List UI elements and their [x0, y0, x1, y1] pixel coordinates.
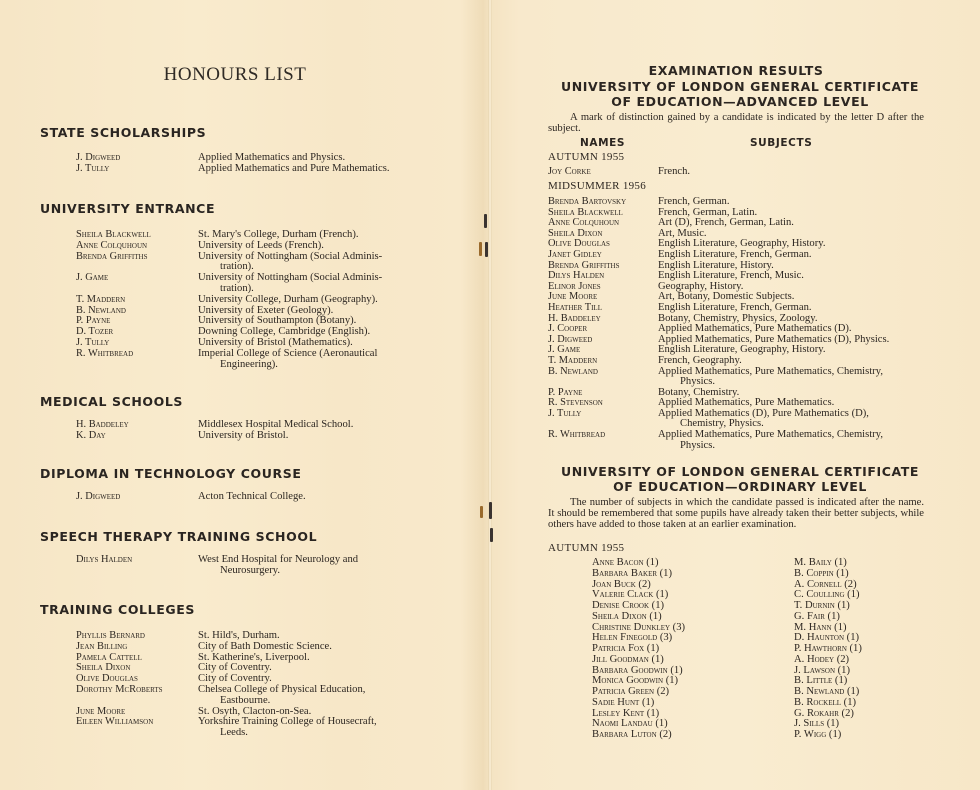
candidate-entry: B. Rockell (1): [794, 696, 857, 708]
ordinary-note-text: The number of subjects in which the candidate passed is indicated after the name. It should be remembered that some pupils have already taken their better subjects, while others have added to those taken at an earlier examination.: [548, 497, 924, 530]
entry-name: Dorothy McRoberts: [76, 683, 163, 695]
entry-name: Eileen Williamson: [76, 716, 154, 728]
entry-detail-continuation: Leeds.: [220, 727, 248, 739]
list-item: [76, 685, 436, 707]
subjects-continuation: Physics.: [680, 439, 716, 451]
section-heading-medical-schools: MEDICAL SCHOOLS: [40, 394, 184, 409]
entry-name: B. Newland: [76, 304, 126, 316]
list-item: [76, 273, 436, 295]
result-row: [548, 218, 930, 229]
entry-detail-text: University of Nottingham (Social Adminis-: [198, 250, 383, 262]
entry-detail-text: Acton Technical College.: [198, 491, 306, 502]
entry-name: J. Digweed: [76, 491, 121, 502]
staple-mark: [480, 506, 483, 518]
staple-mark: [485, 242, 488, 257]
entry-name: Phyllis Bernard: [76, 630, 145, 641]
candidate-name: Brenda Bartovsky: [548, 196, 627, 207]
candidate-entry: B. Newland (1): [794, 686, 860, 697]
candidate-entry: Joan Buck (2): [592, 578, 651, 590]
candidate-subjects: [658, 430, 930, 451]
subjects-text: French, German, Latin.: [658, 206, 758, 218]
candidate-entry: T. Durnin (1): [794, 600, 850, 611]
section-heading-diploma-technology: DIPLOMA IN TECHNOLOGY COURSE: [40, 466, 302, 481]
candidate-subjects: [658, 367, 930, 388]
entry-name: P. Payne: [76, 315, 111, 327]
entry-name: Jean Billing: [76, 640, 128, 652]
entry-detail-text: University of Nottingham (Social Adminis-: [198, 272, 383, 284]
exam-results-heading: EXAMINATION RESULTS: [648, 63, 824, 78]
advanced-note-text: A mark of distinction gained by a candidate is indicated by the letter D after the subject.: [548, 112, 924, 134]
entry-detail: [198, 717, 436, 739]
advanced-level-heading: [552, 80, 928, 109]
candidate-name: Dilys Halden: [548, 270, 605, 282]
subjects-text: English Literature, French, Music.: [658, 270, 804, 282]
entry-name: D. Tozer: [76, 326, 114, 338]
subjects-text: Applied Mathematics, Pure Mathematics (D), Physics.: [658, 333, 890, 345]
list-state-scholarships: [76, 153, 436, 175]
ordinary-title-line1: UNIVERSITY OF LONDON GENERAL CERTIFICATE: [560, 464, 920, 479]
subjects-text: Applied Mathematics (D), Pure Mathematics (D),: [658, 407, 869, 419]
candidate-name: J. Game: [548, 344, 581, 356]
candidate-name: B. Newland: [548, 365, 598, 377]
list-item: [76, 252, 436, 274]
candidate-entry: Sadie Hunt (1): [592, 696, 655, 708]
candidate-name: J. Tully: [548, 407, 582, 419]
subjects-text: Applied Mathematics, Pure Mathematics.: [658, 397, 835, 409]
candidate-entry: Christine Dunkley (3): [592, 621, 686, 633]
entry-detail-text: St. Hild's, Durham.: [198, 630, 280, 641]
entry-detail-text: University of Bristol (Mathematics).: [198, 336, 353, 348]
entry-name: T. Maddern: [76, 293, 126, 305]
subjects-text: Applied Mathematics, Pure Mathematics, Chemistry,: [658, 429, 883, 441]
entry-detail-text: Chelsea College of Physical Education,: [198, 683, 366, 695]
right-page-examination-results: [492, 0, 980, 790]
candidate-entry: Lesley Kent (1): [592, 707, 660, 719]
entry-name: June Moore: [76, 705, 126, 717]
entry-detail: [198, 492, 436, 503]
candidate-entry: A. Hodey (2): [794, 653, 850, 665]
entry-name: Sheila Dixon: [76, 662, 131, 674]
candidate-entry: A. Cornell (2): [794, 578, 857, 590]
candidate-entry: P. Hawthorn (1): [794, 643, 862, 654]
candidate-entry: G. Rokahr (2): [794, 707, 854, 719]
entry-detail-text: University of Exeter (Geology).: [198, 304, 334, 316]
result-row: [548, 430, 930, 451]
ordinary-list-column-1: [592, 558, 685, 741]
entry-detail-continuation: Engineering).: [220, 358, 278, 370]
subjects-text: English Literature, History.: [658, 259, 774, 271]
entry-detail: [198, 685, 436, 707]
entry-name: J. Digweed: [76, 152, 121, 163]
entry-detail: [198, 349, 436, 371]
advanced-note: [548, 112, 924, 134]
subjects-text: Botany, Chemistry, Physics, Zoology.: [658, 312, 818, 324]
entry-detail-text: Yorkshire Training College of Housecraft,: [198, 716, 377, 728]
subjects-text: English Literature, Geography, History.: [658, 238, 826, 250]
candidate-name: Olive Douglas: [548, 238, 610, 250]
section-heading-state-scholarships: STATE SCHOLARSHIPS: [40, 125, 207, 140]
entry-detail: [198, 555, 436, 577]
candidate-name: Sheila Blackwell: [548, 206, 623, 218]
candidate-entry: M. Hann (1): [794, 621, 847, 633]
list-medical-schools: [76, 420, 436, 442]
candidate-entry: Patricia Fox (1): [592, 643, 660, 654]
subjects-text: Applied Mathematics, Pure Mathematics (D).: [658, 323, 852, 335]
candidate-entry: J. Sills (1): [794, 718, 840, 730]
ordinary-note: [548, 497, 924, 530]
entry-detail-text: University of Bristol.: [198, 429, 289, 441]
staple-mark: [484, 214, 487, 228]
candidate-name: H. Baddeley: [548, 312, 601, 324]
entry-name: Sheila Blackwell: [76, 229, 151, 240]
subjects-text: English Literature, French, German.: [658, 248, 812, 260]
candidate-entry: B. Little (1): [794, 675, 848, 687]
subjects-text: English Literature, Geography, History.: [658, 344, 826, 356]
entry-detail-continuation: Eastbourne.: [220, 694, 271, 706]
subjects-text: Art, Botany, Domestic Subjects.: [658, 291, 795, 303]
entry-detail: [198, 273, 436, 295]
candidate-name: Heather Till: [548, 301, 602, 313]
candidate-name: Janet Gidley: [548, 248, 602, 260]
entry-name: J. Tully: [76, 162, 110, 174]
entry-name: Anne Colquhoun: [76, 239, 148, 251]
season-autumn-1955: AUTUMN 1955: [548, 151, 625, 163]
entry-name: J. Tully: [76, 336, 110, 348]
page-title: HONOURS LIST: [163, 64, 307, 85]
list-training-colleges: [76, 631, 436, 739]
candidate-entry: P. Wigg (1): [794, 729, 842, 740]
entry-detail-text: City of Bath Domestic Science.: [198, 640, 332, 652]
candidate-entry: Monica Goodwin (1): [592, 675, 679, 687]
entry-detail-continuation: tration).: [220, 261, 254, 273]
ordinary-title-line2: OF EDUCATION—ORDINARY LEVEL: [613, 478, 867, 494]
entry-detail-text: Applied Mathematics and Physics.: [198, 152, 346, 163]
left-page-honours-list: [0, 0, 488, 790]
entry-detail-text: Middlesex Hospital Medical School.: [198, 419, 354, 430]
list-item: [76, 555, 436, 577]
candidate-entry: D. Haunton (1): [794, 632, 860, 644]
candidate-entry: Barbara Goodwin (1): [592, 664, 683, 676]
candidate-entry: Barbara Luton (2): [592, 729, 672, 740]
candidate-entry: M. Baily (1): [794, 557, 847, 568]
list-item: [76, 349, 436, 371]
candidate-entry: Helen Finegold (3): [592, 632, 673, 644]
ordinary-list-column-2: [794, 558, 862, 741]
section-heading-university-entrance: UNIVERSITY ENTRANCE: [40, 201, 216, 216]
subjects-continuation: Physics.: [680, 376, 716, 388]
candidate-name: Joy Corke: [548, 166, 591, 177]
advanced-title-line2: OF EDUCATION—ADVANCED LEVEL: [611, 93, 869, 109]
entry-detail-text: Downing College, Cambridge (English).: [198, 326, 371, 338]
subjects-text: English Literature, French, German.: [658, 301, 812, 313]
list-speech-therapy: [76, 555, 436, 577]
candidate-name: J. Digweed: [548, 333, 593, 345]
entry-name: Brenda Griffiths: [76, 250, 148, 262]
candidate-entry: C. Coulling (1): [794, 589, 860, 601]
list-diploma-technology: [76, 492, 436, 503]
candidate-name: R. Stevenson: [548, 397, 603, 409]
season-autumn-1955-ordinary: AUTUMN 1955: [548, 542, 625, 554]
entry-detail-text: Applied Mathematics and Pure Mathematics.: [198, 162, 390, 174]
candidate-entry: B. Coppin (1): [794, 567, 849, 579]
section-heading-training-colleges: TRAINING COLLEGES: [40, 602, 195, 617]
entry-detail-text: West End Hospital for Neurology and: [198, 554, 359, 565]
candidate-name: T. Maddern: [548, 354, 598, 366]
entry-detail-text: St. Mary's College, Durham (French).: [198, 229, 359, 240]
subjects-text: French.: [658, 166, 691, 177]
advanced-midsummer-list: [548, 197, 930, 451]
candidate-name: Elinor Jones: [548, 280, 601, 292]
subjects-continuation: Chemistry, Physics.: [680, 418, 764, 430]
candidate-entry: Sheila Dixon (1): [592, 610, 662, 622]
candidate-entry: Anne Bacon (1): [592, 557, 659, 568]
candidate-name: Sheila Dixon: [548, 227, 603, 239]
subjects-text: French, German.: [658, 196, 730, 207]
entry-detail-text: Imperial College of Science (Aeronautical: [198, 347, 378, 359]
entry-detail-text: University College, Durham (Geography).: [198, 293, 378, 305]
section-heading-speech-therapy: SPEECH THERAPY TRAINING SCHOOL: [40, 529, 318, 544]
ordinary-level-heading: [552, 465, 928, 494]
subjects-text: Botany, Chemistry.: [658, 386, 740, 398]
entry-detail: [198, 431, 436, 442]
candidate-entry: Patricia Green (2): [592, 686, 670, 697]
entry-name: Dilys Halden: [76, 554, 133, 565]
result-row: [548, 167, 930, 178]
subjects-text: Geography, History.: [658, 280, 744, 292]
column-header-names: NAMES: [580, 137, 626, 149]
entry-detail-text: University of Southampton (Botany).: [198, 315, 357, 327]
entry-detail-text: City of Coventry.: [198, 673, 272, 685]
list-university-entrance: [76, 230, 436, 370]
result-row: [548, 409, 930, 430]
season-midsummer-1956: MIDSUMMER 1956: [548, 180, 647, 192]
list-item: [76, 431, 436, 442]
entry-detail-continuation: tration).: [220, 282, 254, 294]
candidate-entry: Barbara Baker (1): [592, 567, 673, 579]
entry-detail: [198, 252, 436, 274]
subjects-text: Applied Mathematics, Pure Mathematics, Chemistry,: [658, 365, 883, 377]
candidate-entry: Jill Goodman (1): [592, 653, 664, 665]
candidate-entry: Valerie Clack (1): [592, 589, 669, 601]
candidate-entry: G. Fair (1): [794, 610, 840, 622]
entry-detail: [198, 164, 436, 175]
subjects-text: Art, Music.: [658, 227, 707, 239]
entry-detail-text: St. Katherine's, Liverpool.: [198, 651, 310, 663]
advanced-autumn-list: [548, 167, 930, 178]
candidate-name: R. Whitbread: [548, 429, 606, 441]
candidate-name: J. Cooper: [548, 323, 588, 335]
entry-name: H. Baddeley: [76, 419, 129, 430]
entry-detail-text: City of Coventry.: [198, 662, 272, 674]
entry-name: J. Game: [76, 272, 109, 284]
advanced-title-line1: UNIVERSITY OF LONDON GENERAL CERTIFICATE: [560, 79, 920, 94]
candidate-entry: Denise Crook (1): [592, 600, 665, 611]
candidate-entry: J. Lawson (1): [794, 664, 850, 676]
candidate-subjects: [658, 167, 930, 178]
candidate-subjects: [658, 409, 930, 430]
column-header-subjects: SUBJECTS: [750, 137, 813, 149]
staple-mark: [479, 242, 482, 256]
candidate-name: June Moore: [548, 291, 598, 303]
candidate-entry: Naomi Landau (1): [592, 718, 668, 730]
entry-name: Olive Douglas: [76, 673, 138, 685]
list-item: [76, 717, 436, 739]
candidate-name: Anne Colquhoun: [548, 217, 620, 229]
entry-name: R. Whitbread: [76, 347, 134, 359]
list-item: [76, 164, 436, 175]
result-row: [548, 367, 930, 388]
subjects-text: Art (D), French, German, Latin.: [658, 217, 794, 229]
entry-detail-text: St. Osyth, Clacton-on-Sea.: [198, 705, 312, 717]
candidate-name: Brenda Griffiths: [548, 259, 620, 271]
entry-name: K. Day: [76, 429, 106, 441]
list-item: [76, 492, 436, 503]
candidate-name: P. Payne: [548, 386, 583, 398]
entry-detail-continuation: Neurosurgery.: [220, 564, 281, 576]
entry-detail-text: University of Leeds (French).: [198, 239, 324, 251]
subjects-text: French, Geography.: [658, 354, 742, 366]
entry-name: Pamela Cattell: [76, 651, 142, 663]
